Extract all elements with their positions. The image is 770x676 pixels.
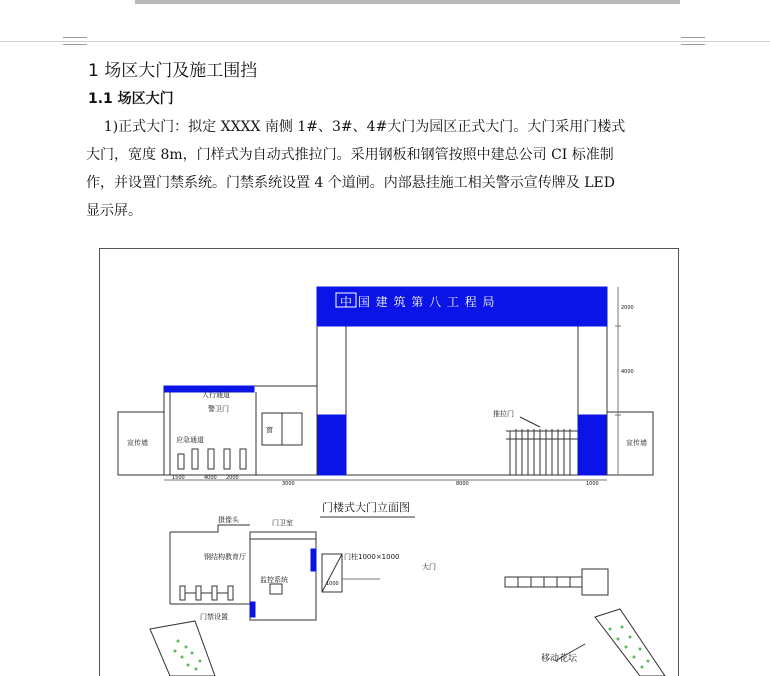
label-planter: 移动花坛 xyxy=(541,654,578,664)
label-monitor: 监控系统 xyxy=(260,576,288,584)
dim-v1: 2000 xyxy=(621,305,634,311)
page-header-line xyxy=(0,41,770,42)
label-education-hall: 钢结构教育厅 xyxy=(204,553,246,561)
dim-5: 8000 xyxy=(456,481,469,487)
right-margin-mark xyxy=(681,37,705,45)
label-guard-room: 门卫室 xyxy=(272,519,293,527)
paragraph-line: 大门，宽度 8m，门样式为自动式推拉门。采用钢板和钢管按照中建总公司 CI 标准制 xyxy=(86,147,614,163)
label-propaganda-left: 宣传墙 xyxy=(127,439,148,447)
previous-page-strip xyxy=(135,0,680,4)
label-access-control: 门禁设置 xyxy=(200,613,228,621)
label-pedestrian-way: 人行通道 xyxy=(202,391,230,399)
dim-3: 2000 xyxy=(226,475,239,481)
left-margin-mark xyxy=(63,37,87,45)
paragraph-line: 显示屏。 xyxy=(86,203,142,219)
left-pillar-base xyxy=(317,415,346,475)
plan-wall-top xyxy=(170,525,250,532)
planter-right xyxy=(595,609,665,676)
barrier-box xyxy=(582,569,608,595)
planter-left xyxy=(150,621,215,676)
banner-text: 中 国 建 筑 第 八 工 程 局 xyxy=(340,295,496,309)
turnstiles xyxy=(178,449,246,469)
dim-pillar: 1000 xyxy=(326,581,339,587)
elevation-title: 门楼式大门立面图 xyxy=(322,501,410,514)
body-paragraph xyxy=(86,113,686,225)
right-pillar-base xyxy=(578,415,607,475)
label-gate-pillar: 门柱1000×1000 xyxy=(344,553,400,561)
label-sliding-door: 推拉门 xyxy=(493,410,514,418)
gate-drawing xyxy=(100,249,678,676)
subsection-heading: 1.1 场区大门 xyxy=(88,91,174,107)
monitor-desk xyxy=(270,584,282,594)
barrier-arm xyxy=(505,577,582,587)
label-window: 窗 xyxy=(266,426,273,434)
paragraph-line: 作，并设置门禁系统。门禁系统设置 4 个道闸。内部悬挂施工相关警示宣传牌及 LED xyxy=(86,175,615,191)
dim-2: 4000 xyxy=(204,475,217,481)
label-propaganda-right: 宣传墙 xyxy=(626,439,647,447)
dim-6: 1000 xyxy=(586,481,599,487)
label-emergency-way: 应急通道 xyxy=(176,436,204,444)
paragraph-line: 1)正式大门：拟定 XXXX 南侧 1#、3#、4#大门为园区正式大门。大门采用门楼式 xyxy=(86,119,626,135)
label-camera: 摄像头 xyxy=(218,516,239,524)
dim-1: 1500 xyxy=(172,475,185,481)
label-gate: 大门 xyxy=(422,563,436,571)
section-heading: 1 场区大门及施工围挡 xyxy=(88,61,258,81)
sliding-gate xyxy=(506,417,578,475)
turnstile-plan xyxy=(180,586,233,600)
dim-v2: 4000 xyxy=(621,369,634,375)
label-guard-door: 警卫门 xyxy=(208,405,229,413)
gate-drawing-figure xyxy=(99,248,679,676)
dim-4: 3000 xyxy=(282,481,295,487)
